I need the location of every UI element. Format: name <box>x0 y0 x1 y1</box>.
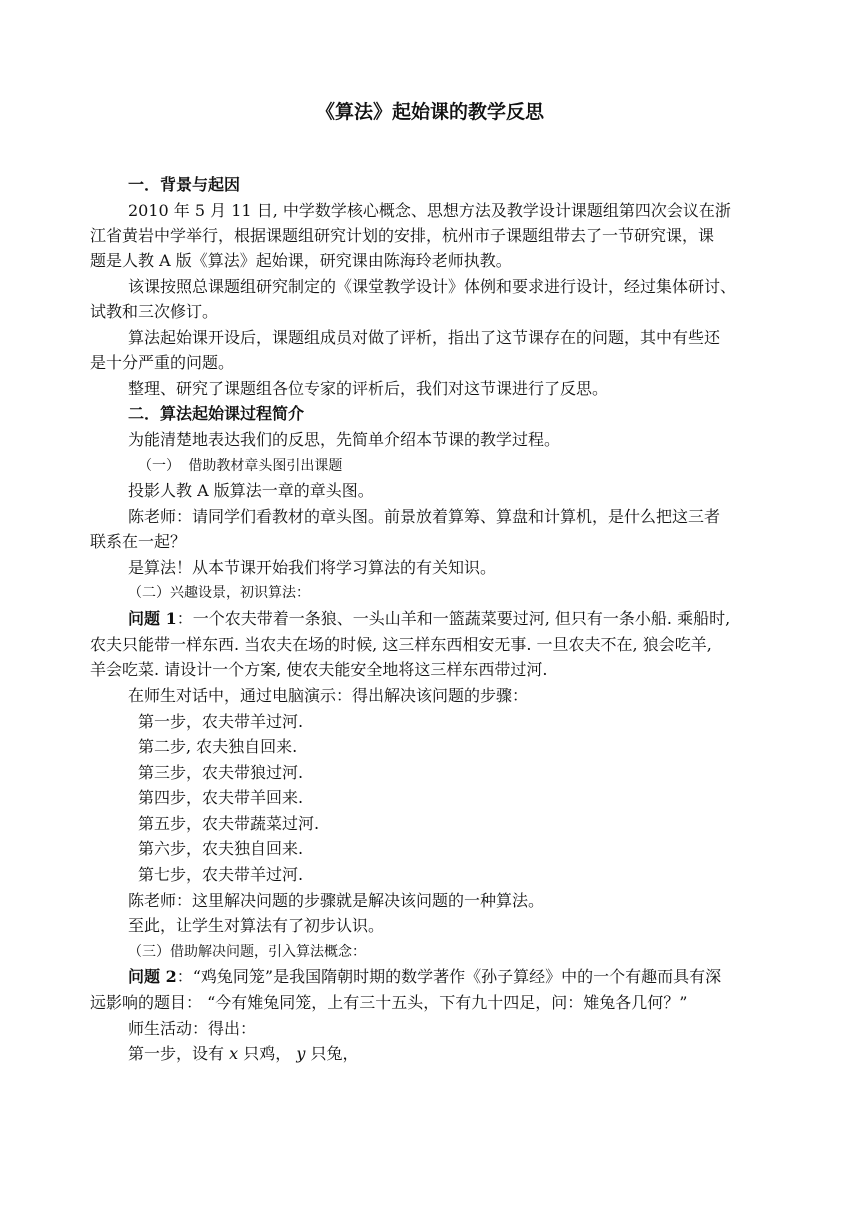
step-text: 只兔， <box>305 1044 359 1063</box>
paragraph-line: 至此，让学生对算法有了初步认识。 <box>128 916 385 935</box>
paragraph-line: 整理、研究了课题组各位专家的评析后，我们对这节课进行了反思。 <box>128 379 609 398</box>
math-variable: y <box>296 1044 306 1063</box>
paragraph-line: 2010 年 5 月 11 日, 中学数学核心概念、思想方法及教学设计课题组第四次会议在浙 <box>128 201 731 220</box>
subsection-heading: （三）借助解决问题，引入算法概念： <box>128 944 366 960</box>
paragraph-line: 题是人教 A 版《算法》起始课，研究课由陈海玲老师执教。 <box>90 251 512 270</box>
step-text: 第一步，设有 <box>128 1044 230 1063</box>
paragraph-line: 是十分严重的问题。 <box>90 353 235 372</box>
subsection-heading: （一） 借助教材章头图引出课题 <box>138 458 343 474</box>
problem-line <box>128 967 721 987</box>
page-title: 《算法》起始课的教学反思 <box>315 101 544 123</box>
step-line <box>128 1044 358 1064</box>
step-item: 第七步，农夫带羊过河. <box>138 865 304 884</box>
paragraph-line: 陈老师：这里解决问题的步骤就是解决该问题的一种算法。 <box>128 891 545 910</box>
paragraph-line: 为能清楚地表达我们的反思，先简单介绍本节课的教学过程。 <box>128 430 561 449</box>
subsection-heading: （二）兴趣设景，初识算法： <box>128 585 310 601</box>
problem-text: ：“鸡兔同笼”是我国隋朝时期的数学著作《孙子算经》中的一个有趣而具有深 <box>176 967 722 986</box>
paragraph-line: 远影响的题目： “今有雉兔同笼，上有三十五头，下有九十四足，问：雉兔各几何？” <box>90 993 688 1012</box>
paragraph-line: 农夫只能带一样东西. 当农夫在场的时候, 这三样东西相安无事. 一旦农夫不在, 狼会吃羊, <box>90 635 712 654</box>
paragraph-line: 师生活动：得出： <box>128 1019 257 1038</box>
paragraph-line: 算法起始课开设后，课题组成员对做了评析，指出了这节课存在的问题，其中有些还 <box>128 328 721 347</box>
math-variable: x <box>229 1044 239 1063</box>
problem-label: 问题 2 <box>128 967 177 986</box>
step-text: 只鸡， <box>238 1044 297 1063</box>
paragraph-line: 投影人教 A 版算法一章的章头图。 <box>128 481 374 500</box>
paragraph-line: 羊会吃菜. 请设计一个方案, 使农夫能安全地将这三样东西带过河. <box>90 660 548 679</box>
problem-text: ：一个农夫带着一条狼、一头山羊和一篮蔬菜要过河, 但只有一条小船. 乘船时, <box>176 609 731 628</box>
problem-line <box>128 609 730 629</box>
paragraph-line: 该课按照总课题组研究制定的《课堂教学设计》体例和要求进行设计，经过集体研讨、 <box>128 277 737 296</box>
paragraph-line: 是算法！从本节课开始我们将学习算法的有关知识。 <box>128 558 497 577</box>
paragraph-line: 联系在一起？ <box>90 532 187 551</box>
paragraph-line: 试教和三次修订。 <box>90 302 219 321</box>
section-heading: 二．算法起始课过程简介 <box>128 404 305 423</box>
paragraph-line: 在师生对话中，通过电脑演示：得出解决该问题的步骤： <box>128 686 529 705</box>
paragraph-line: 江省黄岩中学举行，根据课题组研究计划的安排，杭州市子课题组带去了一节研究课，课 <box>90 226 715 245</box>
step-item: 第一步，农夫带羊过河. <box>138 712 304 731</box>
step-item: 第三步，农夫带狼过河. <box>138 763 304 782</box>
step-item: 第五步，农夫带蔬菜过河. <box>138 814 320 833</box>
paragraph-line: 陈老师：请同学们看教材的章头图。前景放着算筹、算盘和计算机，是什么把这三者 <box>128 507 721 526</box>
step-item: 第六步，农夫独自回来. <box>138 839 304 858</box>
problem-label: 问题 1 <box>128 609 177 628</box>
section-heading: 一．背景与起因 <box>128 175 241 194</box>
step-item: 第四步，农夫带羊回来. <box>138 788 304 807</box>
step-item: 第二步, 农夫独自回来. <box>138 737 298 756</box>
